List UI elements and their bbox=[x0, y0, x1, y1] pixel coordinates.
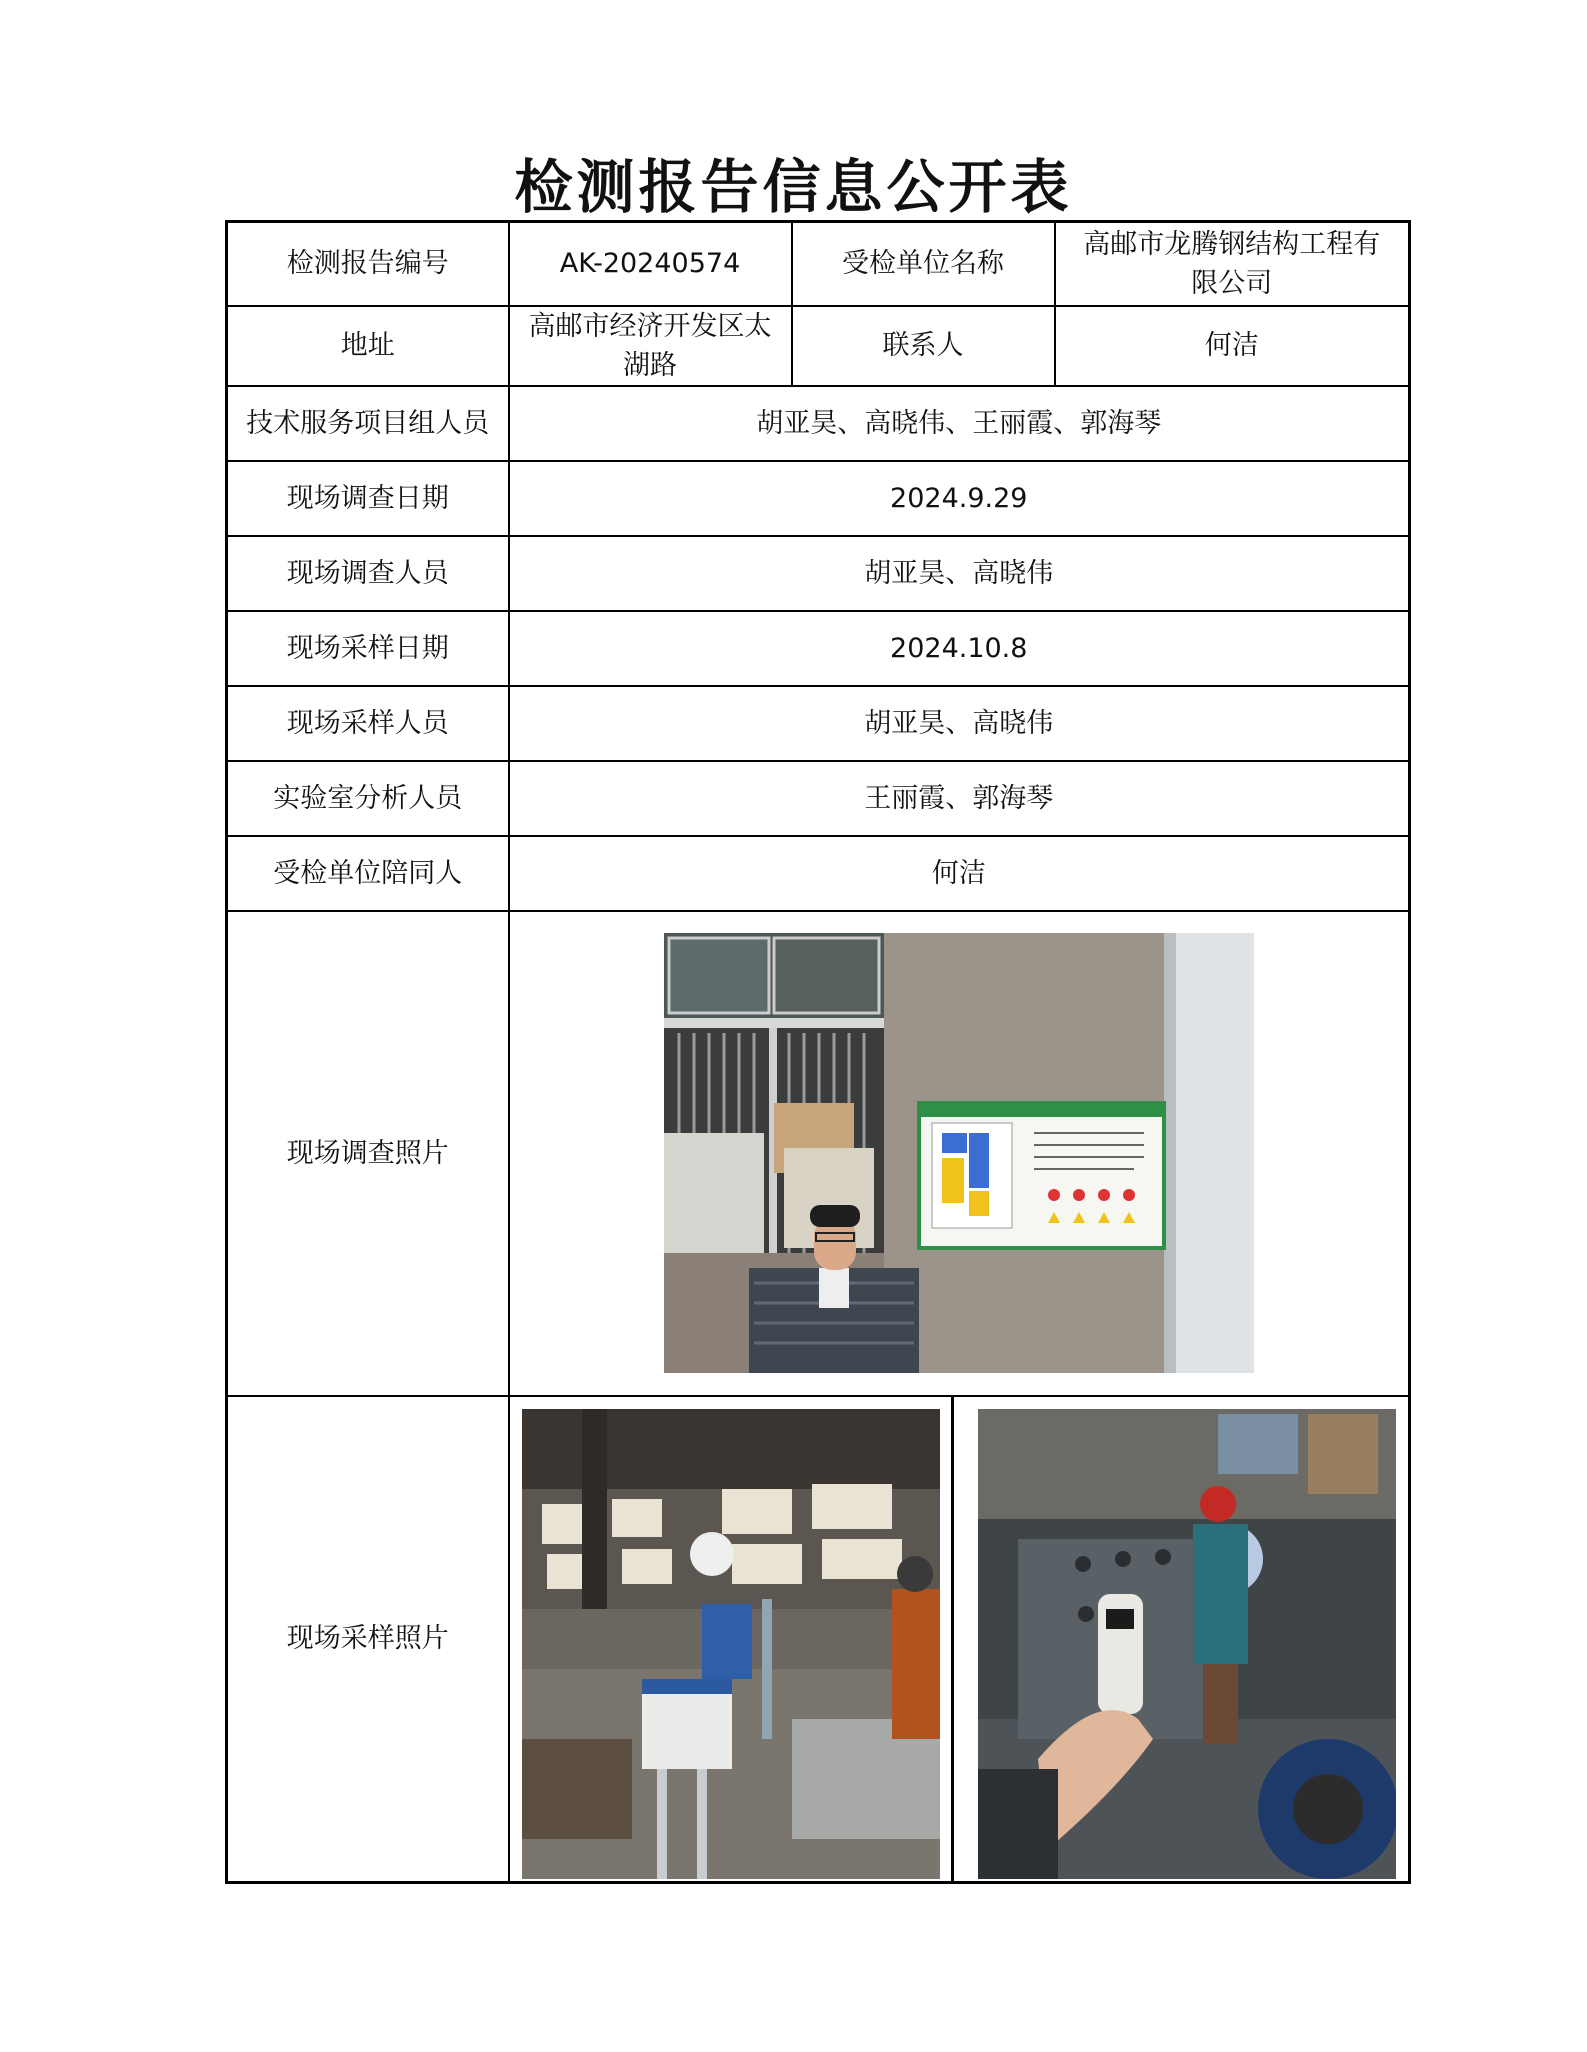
sample-date-value: 2024.10.8 bbox=[509, 611, 1410, 686]
sample-photo-1 bbox=[522, 1409, 940, 1879]
survey-staff-label: 现场调查人员 bbox=[227, 536, 509, 611]
table-row bbox=[227, 761, 1410, 836]
photo-divider bbox=[951, 1397, 954, 1882]
escort-label: 受检单位陪同人 bbox=[227, 836, 509, 911]
sample-date-label: 现场采样日期 bbox=[227, 611, 509, 686]
lab-staff-label: 实验室分析人员 bbox=[227, 761, 509, 836]
address-value: 高邮市经济开发区太湖路 bbox=[509, 306, 792, 386]
unit-name-value: 高邮市龙腾钢结构工程有限公司 bbox=[1055, 222, 1410, 306]
table-row bbox=[227, 386, 1410, 461]
page-title: 检测报告信息公开表 bbox=[514, 153, 1073, 221]
table-row bbox=[227, 611, 1410, 686]
table-row bbox=[227, 222, 1410, 306]
report-no-value: AK-20240574 bbox=[509, 222, 792, 306]
sample-photo-label: 现场采样照片 bbox=[227, 1396, 509, 1883]
sample-photo-cell bbox=[509, 1396, 1410, 1883]
contact-label: 联系人 bbox=[792, 306, 1055, 386]
sample-photo-2 bbox=[978, 1409, 1396, 1879]
table-row bbox=[227, 461, 1410, 536]
team-value: 胡亚昊、高晓伟、王丽霞、郭海琴 bbox=[509, 386, 1410, 461]
survey-staff-value: 胡亚昊、高晓伟 bbox=[509, 536, 1410, 611]
table-row bbox=[227, 1396, 1410, 1883]
table-row bbox=[227, 686, 1410, 761]
sample-staff-value: 胡亚昊、高晓伟 bbox=[509, 686, 1410, 761]
report-info-table bbox=[225, 220, 1411, 1884]
survey-photo bbox=[664, 933, 1254, 1373]
report-no-label: 检测报告编号 bbox=[227, 222, 509, 306]
address-label: 地址 bbox=[227, 306, 509, 386]
contact-value: 何洁 bbox=[1055, 306, 1410, 386]
escort-value: 何洁 bbox=[509, 836, 1410, 911]
survey-photo-label: 现场调查照片 bbox=[227, 911, 509, 1396]
lab-staff-value: 王丽霞、郭海琴 bbox=[509, 761, 1410, 836]
survey-date-label: 现场调查日期 bbox=[227, 461, 509, 536]
sample-staff-label: 现场采样人员 bbox=[227, 686, 509, 761]
survey-date-value: 2024.9.29 bbox=[509, 461, 1410, 536]
survey-photo-cell bbox=[509, 911, 1410, 1396]
table-row bbox=[227, 306, 1410, 386]
table-row bbox=[227, 536, 1410, 611]
team-label: 技术服务项目组人员 bbox=[227, 386, 509, 461]
table-row bbox=[227, 836, 1410, 911]
table-row bbox=[227, 911, 1410, 1396]
unit-name-label: 受检单位名称 bbox=[792, 222, 1055, 306]
